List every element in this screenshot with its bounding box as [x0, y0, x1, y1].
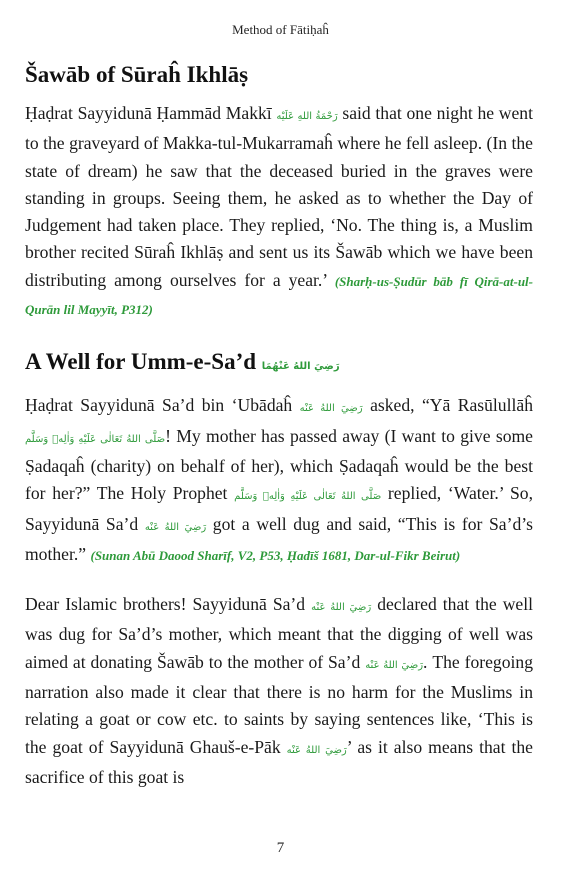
paragraph-sad-bin-ubadah [25, 392, 533, 569]
paragraph-dear-islamic-brothers [25, 591, 533, 791]
paragraph-text: Ḥaḍrat Sayyidunā Ḥammād Makkī [25, 103, 277, 123]
paragraph-text: Dear Islamic brothers! Sayyidunā Sa’d [25, 594, 312, 615]
paragraph-text: declared that the well was dug for Sa’d’s mother, which meant that the digging of well was aimed at donating Šawāb to the mother of Sa’d [25, 594, 533, 672]
reference-citation: (Sunan Abū Daood Sharīf, V2, P53, Ḥadīš 1681, Dar-ul-Fikr Beirut) [90, 547, 461, 563]
paragraph-text: ! My mother has passed away (I want to give some Ṣadaqaĥ (charity) on behalf of her), which Ṣadaqaĥ would be the best for her?” The Holy Prophet [25, 425, 533, 504]
arabic-salutation: صَلَّى اللهُ تَعَالٰى عَلَيْهِ وَاٰلِهٖ وَسَلَّم [25, 433, 166, 445]
running-head: Method of Fātiḥaĥ [232, 22, 329, 37]
reference-citation: (Sharḥ-us-Ṣudūr bāb fī Qirā-at-ul-Qurān lil Mayyīt, P312) [25, 273, 533, 318]
paragraph-text: replied, ‘Water.’ So, Sayyidunā Sa’d [25, 483, 533, 534]
paragraph-text: ’ as it also means that the sacrifice of this goat is [25, 736, 533, 787]
paragraph-text: got a well dug and said, “This is for Sa’d’s mother.” [25, 513, 533, 564]
arabic-honorific: رَحْمَةُ اللهِ عَلَيْه [276, 111, 338, 122]
section-heading-text: A Well for Umm-e-Sa’d [25, 349, 262, 375]
page-number: 7 [276, 840, 285, 856]
paragraph-hammad-makki [25, 100, 533, 323]
paragraph-text: Ḥaḍrat Sayyidunā Sa’d bin ‘Ubādaĥ [25, 395, 300, 416]
arabic-salutation: صَلَّى اللهُ تَعَالٰى عَلَيْهِ وَاٰلِهٖ وَسَلَّم [234, 491, 382, 503]
section-heading-well [25, 347, 533, 382]
arabic-honorific: رَضِيَ اللهُ عَنْه [365, 659, 424, 671]
section-heading-sawab: Šawāb of Sūraĥ Ikhlāṣ [25, 62, 249, 87]
paragraph-text: . The foregoing narration also made it clear that there is no harm for the Muslims in relating a goat or cow etc. to saints by saying sentences like, ‘This is the goat of Sayyidunā Ghauš-e-Pāk [25, 651, 533, 757]
arabic-honorific: رَضِيَ اللهُ عَنْه [299, 403, 363, 415]
paragraph-text: said that one night he went to the graveyard of Makka-tul-Mukarramaĥ where he fell asleep. (In the state of dream) he saw that the deceased buried in the graves were standing in groups. Seeing them, he asked as to whether the Day of Judgement had taken place. They replied, ‘No. The thing is, a Muslim brother recited Sūraĥ Ikhlāṣ and sent us its Šawāb which we have been distributing among ourselves for a year.’ [25, 103, 533, 290]
arabic-honorific: رَضِيَ اللهُ عَنْهُمَا [261, 361, 340, 373]
paragraph-text: asked, “Yā Rasūlullāĥ [362, 395, 533, 416]
arabic-honorific: رَضِيَ اللهُ عَنْه [144, 521, 207, 533]
page-body [25, 60, 533, 791]
arabic-honorific: رَضِيَ اللهُ عَنْه [286, 744, 347, 756]
arabic-honorific: رَضِيَ اللهُ عَنْه [311, 602, 372, 614]
